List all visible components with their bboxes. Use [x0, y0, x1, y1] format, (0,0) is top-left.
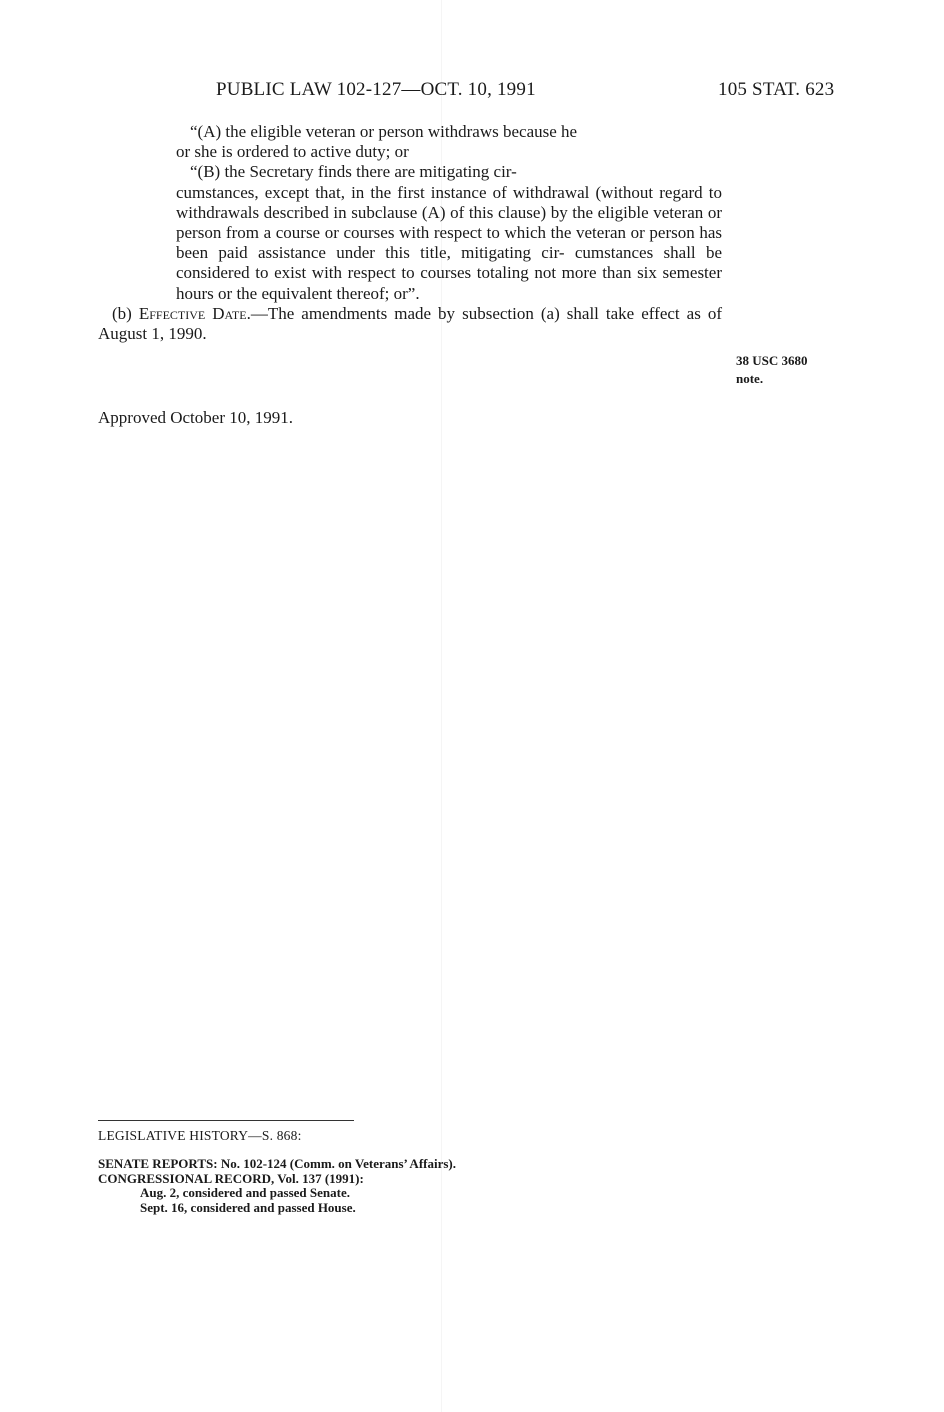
clause-a-first-line: “(A) the eligible veteran or person withdraws because he	[190, 122, 578, 141]
record-entry: Aug. 2, considered and passed Senate.	[140, 1185, 350, 1200]
legislative-history-title: LEGISLATIVE HISTORY—S. 868:	[98, 1128, 302, 1143]
statute-body	[98, 122, 722, 344]
approval-date: Approved October 10, 1991.	[98, 408, 293, 427]
congressional-record-line: CONGRESSIONAL RECORD, Vol. 137 (1991):	[98, 1170, 364, 1186]
footnote-divider	[98, 1120, 354, 1121]
clause-a-rest: or she is ordered to active duty; or	[176, 142, 409, 162]
section-b-dash: .—	[246, 303, 268, 323]
clause-b	[98, 162, 722, 303]
running-header-page-number: 105 STAT. 623	[718, 79, 835, 100]
margin-citation-note	[736, 352, 808, 388]
running-header-title: PUBLIC LAW 102-127—OCT. 10, 1991	[216, 79, 536, 100]
clause-a	[98, 122, 722, 162]
clause-b-rest: cumstances, except that, in the first instance of withdrawal (without regard to withdrawals described in subclause (A) of this clause) by the eligible veteran or person from a course or courses with respect to which the veteran or person has been paid assistance under this title, mitigating cir- cumstances shall be considered to exist with respect to courses totaling not more than six semester hours or the equivalent thereof; or”.	[176, 182, 722, 303]
margin-note-line-2: note.	[736, 371, 764, 386]
margin-note-line-1: 38 USC 3680	[736, 353, 808, 368]
senate-reports-line: SENATE REPORTS: No. 102-124 (Comm. on Veterans’ Affairs).	[98, 1156, 457, 1171]
clause-b-first-line: “(B) the Secretary finds there are mitigating cir-	[190, 162, 517, 182]
section-b-label: (b)	[112, 303, 139, 323]
section-b-heading: Effective Date	[138, 303, 247, 323]
legislative-history-details	[98, 1157, 456, 1215]
section-b-text: The amendments made by subsection (a) shall take effect as of August 1, 1990.	[98, 303, 723, 344]
section-b-effective-date	[98, 304, 722, 344]
record-entry: Sept. 16, considered and passed House.	[140, 1199, 356, 1215]
